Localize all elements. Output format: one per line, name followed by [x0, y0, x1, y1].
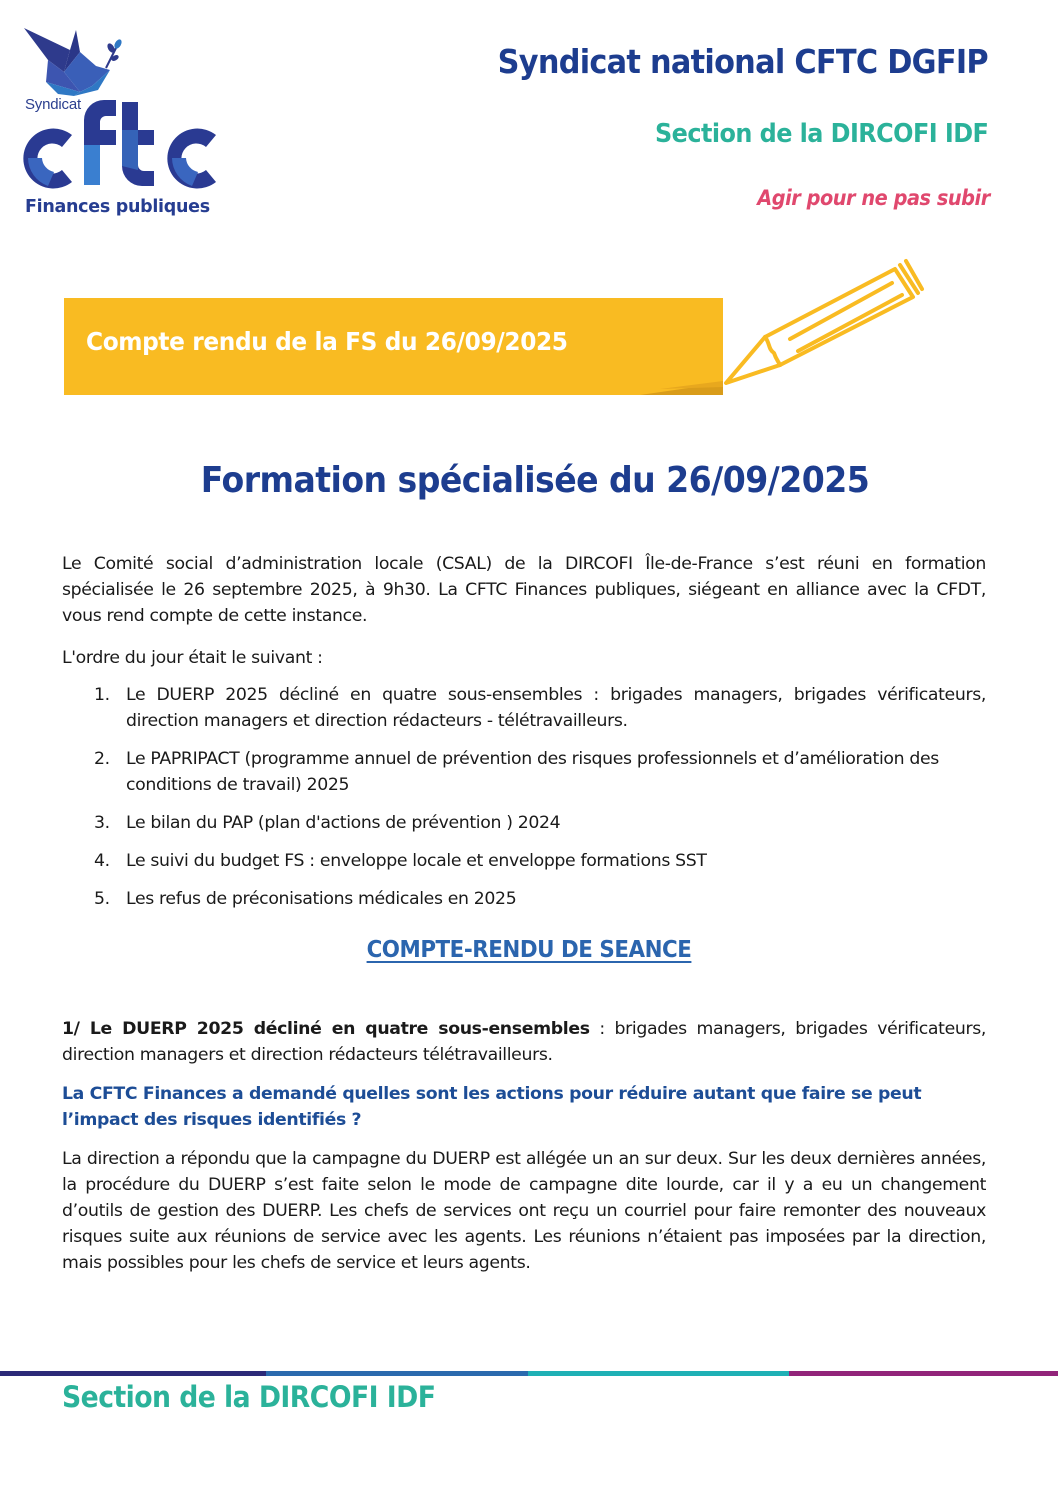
agenda-item [62, 886, 986, 912]
agenda-item-number: 5. [94, 889, 110, 909]
footer-bar-segment [789, 1371, 1058, 1376]
header-title: Syndicat national CFTC DGFIP [497, 42, 988, 81]
agenda-item-number: 4. [94, 851, 110, 871]
agenda-item-text: Le PAPRIPACT (programme annuel de prévention des risques professionnels et d’amélioration des conditions de travail) 2025 [126, 749, 939, 795]
agenda-item-number: 2. [94, 749, 110, 769]
header-motto: Agir pour ne pas subir [757, 186, 990, 210]
main-title: Formation spécialisée du 26/09/2025 [200, 460, 870, 501]
agenda-intro: L'ordre du jour était le suivant : [62, 648, 323, 668]
logo-label-finances-publiques: Finances publiques [25, 197, 210, 217]
agenda-item [62, 682, 986, 734]
agenda-list [62, 682, 986, 924]
section-heading: COMPTE-RENDU DE SEANCE [366, 937, 692, 963]
footer-bar-segment [528, 1371, 789, 1376]
cftc-logo [18, 20, 238, 225]
point-1-title: 1/ Le DUERP 2025 décliné en quatre sous-ensembles [62, 1019, 590, 1039]
point-1-paragraph [62, 1016, 986, 1068]
agenda-item-text: Le suivi du budget FS : enveloppe locale et enveloppe formations SST [126, 851, 707, 871]
intro-paragraph: Le Comité social d’administration locale (CSAL) de la DIRCOFI Île-de-France s’est réuni en formation spécialisée le 26 septembre 2025, à 9h30. La CFTC Finances publiques, siégeant en alliance avec la CFDT, vous rend compte de cette instance. [62, 554, 986, 626]
logo-label-syndicat: Syndicat [25, 96, 81, 113]
agenda-item-number: 3. [94, 813, 110, 833]
agenda-item-number: 1. [94, 685, 110, 705]
agenda-item-text: Le bilan du PAP (plan d'actions de prévention ) 2024 [126, 813, 561, 833]
agenda-item [62, 848, 986, 874]
footer-section: Section de la DIRCOFI IDF [62, 1380, 436, 1414]
header-section: Section de la DIRCOFI IDF [654, 119, 988, 149]
point-1-text: : brigades managers, brigades vérificateurs, direction managers et direction rédacteurs télétravailleurs. [62, 1019, 987, 1065]
footer-bar-segment [0, 1371, 266, 1376]
cftc-question: La CFTC Finances a demandé quelles sont les actions pour réduire autant que faire se peut l’impact des risques identifiés ? [62, 1084, 922, 1130]
agenda-item-text: Les refus de préconisations médicales en 2025 [126, 889, 517, 909]
agenda-item [62, 746, 986, 798]
agenda-item-text: Le DUERP 2025 décliné en quatre sous-ensembles : brigades managers, brigades vérificateurs, direction managers et direction rédacteurs - télétravailleurs. [126, 685, 986, 731]
dove-icon [18, 20, 238, 225]
direction-answer: La direction a répondu que la campagne du DUERP est allégée un an sur deux. Sur les deux dernières années, la procédure du DUERP s’est faite selon le mode de campagne dite lourde, car il y a eu un changement d’outils de gestion des DUERP. Les chefs de services ont reçu un courriel pour faire remonter des nouveaux risques suite aux réunions de service avec les agents. Les réunions n’étaient pas imposées par la direction, mais possibles pour les chefs de service et leurs agents. [62, 1149, 986, 1273]
pencil-icon [630, 255, 930, 405]
agenda-item [62, 810, 986, 836]
footer-bar-segment [266, 1371, 528, 1376]
banner-text: Compte rendu de la FS du 26/09/2025 [86, 327, 568, 356]
